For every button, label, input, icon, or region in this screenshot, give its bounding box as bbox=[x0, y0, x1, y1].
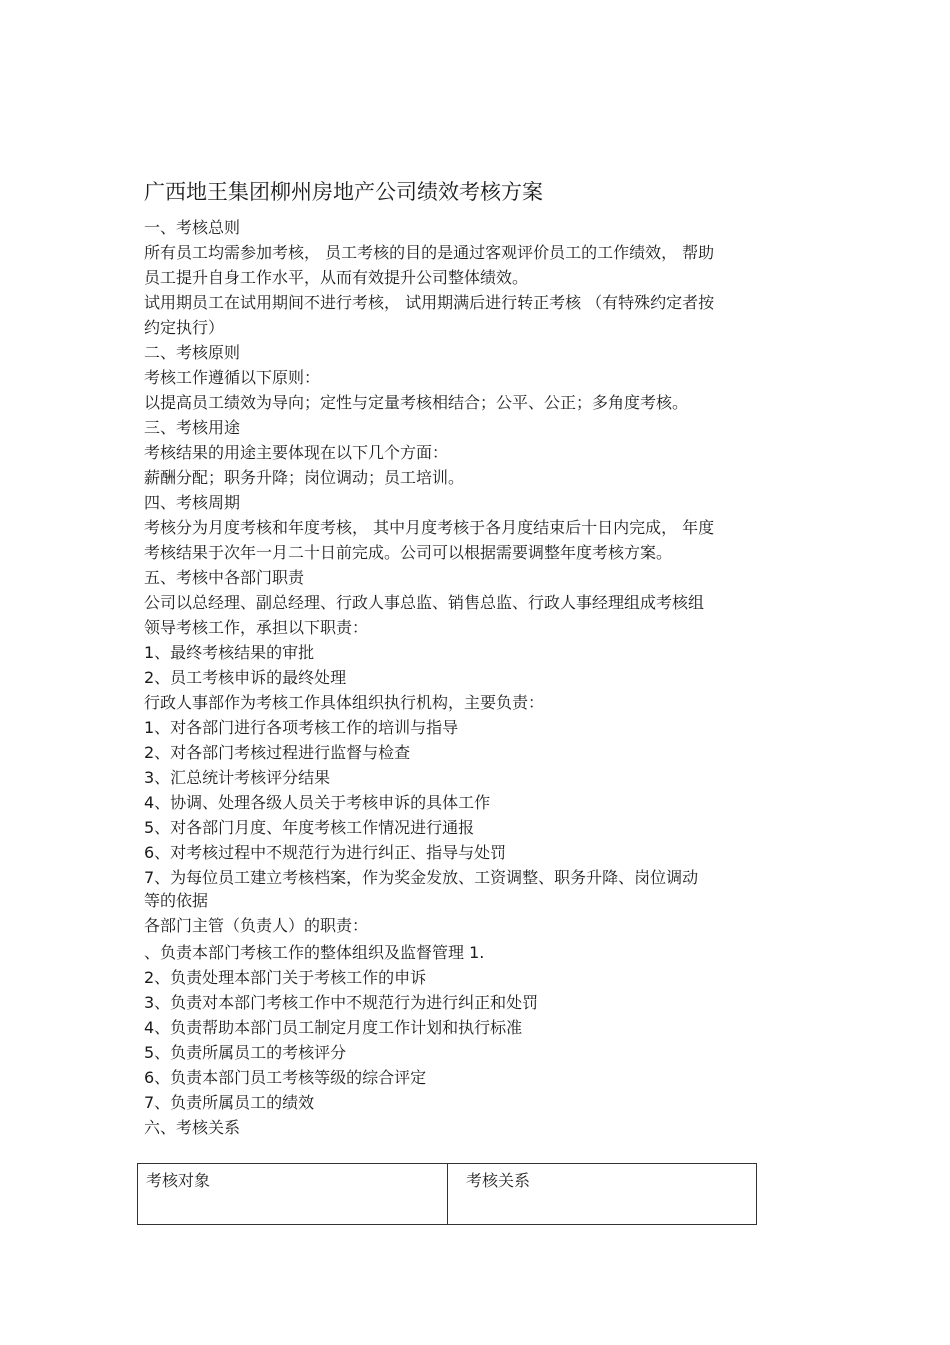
document-title: 广西地王集团柳州房地产公司绩效考核方案 bbox=[144, 180, 543, 204]
paragraph-line: 员工提升自身工作水平，从而有效提升公司整体绩效。 bbox=[144, 268, 529, 287]
list-item: 2、负责处理本部门关于考核工作的申诉 bbox=[144, 968, 427, 987]
list-item: 1、最终考核结果的审批 bbox=[144, 643, 315, 662]
section-heading-1: 一、考核总则 bbox=[144, 218, 241, 237]
section-heading-5: 五、考核中各部门职责 bbox=[144, 568, 305, 587]
section-heading-3: 三、考核用途 bbox=[144, 418, 241, 437]
table-header-cell: 考核关系 bbox=[448, 1164, 757, 1225]
paragraph-line: 各部门主管（负责人）的职责： bbox=[144, 916, 369, 935]
table-row bbox=[138, 1164, 757, 1225]
list-item-continuation: 等的依据 bbox=[144, 891, 209, 910]
paragraph-line: 所有员工均需参加考核， 员工考核的目的是通过客观评价员工的工作绩效， 帮助 bbox=[144, 243, 715, 262]
section-heading-6: 六、考核关系 bbox=[144, 1118, 241, 1137]
table-header-cell: 考核对象 bbox=[138, 1164, 448, 1225]
paragraph-line: 行政人事部作为考核工作具体组织执行机构，主要负责： bbox=[144, 693, 545, 712]
list-item: 5、负责所属员工的考核评分 bbox=[144, 1043, 347, 1062]
list-item: 2、对各部门考核过程进行监督与检查 bbox=[144, 743, 411, 762]
list-item: 3、汇总统计考核评分结果 bbox=[144, 768, 331, 787]
list-item: 4、协调、处理各级人员关于考核申诉的具体工作 bbox=[144, 793, 491, 812]
paragraph-line: 试用期员工在试用期间不进行考核， 试用期满后进行转正考核 （有特殊约定者按 bbox=[144, 293, 715, 312]
list-item: 7、负责所属员工的绩效 bbox=[144, 1093, 315, 1112]
list-item: 5、对各部门月度、年度考核工作情况进行通报 bbox=[144, 818, 475, 837]
paragraph-line: 约定执行） bbox=[144, 318, 225, 337]
list-item: 4、负责帮助本部门员工制定月度工作计划和执行标准 bbox=[144, 1018, 523, 1037]
paragraph-line: 领导考核工作，承担以下职责： bbox=[144, 618, 369, 637]
paragraph-line: 考核分为月度考核和年度考核， 其中月度考核于各月度结束后十日内完成， 年度 bbox=[144, 518, 715, 537]
paragraph-line: 薪酬分配；职务升降；岗位调动；员工培训。 bbox=[144, 468, 465, 487]
section-heading-2: 二、考核原则 bbox=[144, 343, 241, 362]
list-item: 2、员工考核申诉的最终处理 bbox=[144, 668, 347, 687]
assessment-relation-table bbox=[137, 1163, 757, 1225]
paragraph-line: 考核结果的用途主要体现在以下几个方面： bbox=[144, 443, 449, 462]
list-item: 6、对考核过程中不规范行为进行纠正、指导与处罚 bbox=[144, 843, 507, 862]
paragraph-line: 以提高员工绩效为导向；定性与定量考核相结合；公平、公正；多角度考核。 bbox=[144, 393, 689, 412]
paragraph-line: 公司以总经理、副总经理、行政人事总监、销售总监、行政人事经理组成考核组 bbox=[144, 593, 705, 612]
list-item: 7、为每位员工建立考核档案，作为奖金发放、工资调整、职务升降、岗位调动 bbox=[144, 868, 699, 887]
list-item: 3、负责对本部门考核工作中不规范行为进行纠正和处罚 bbox=[144, 993, 539, 1012]
paragraph-line: 考核工作遵循以下原则： bbox=[144, 368, 321, 387]
paragraph-line: 考核结果于次年一月二十日前完成。公司可以根据需要调整年度考核方案。 bbox=[144, 543, 673, 562]
section-heading-4: 四、考核周期 bbox=[144, 493, 241, 512]
list-item: 1、对各部门进行各项考核工作的培训与指导 bbox=[144, 718, 459, 737]
list-item: 、负责本部门考核工作的整体组织及监督管理 1. bbox=[144, 943, 485, 962]
list-item: 6、负责本部门员工考核等级的综合评定 bbox=[144, 1068, 427, 1087]
